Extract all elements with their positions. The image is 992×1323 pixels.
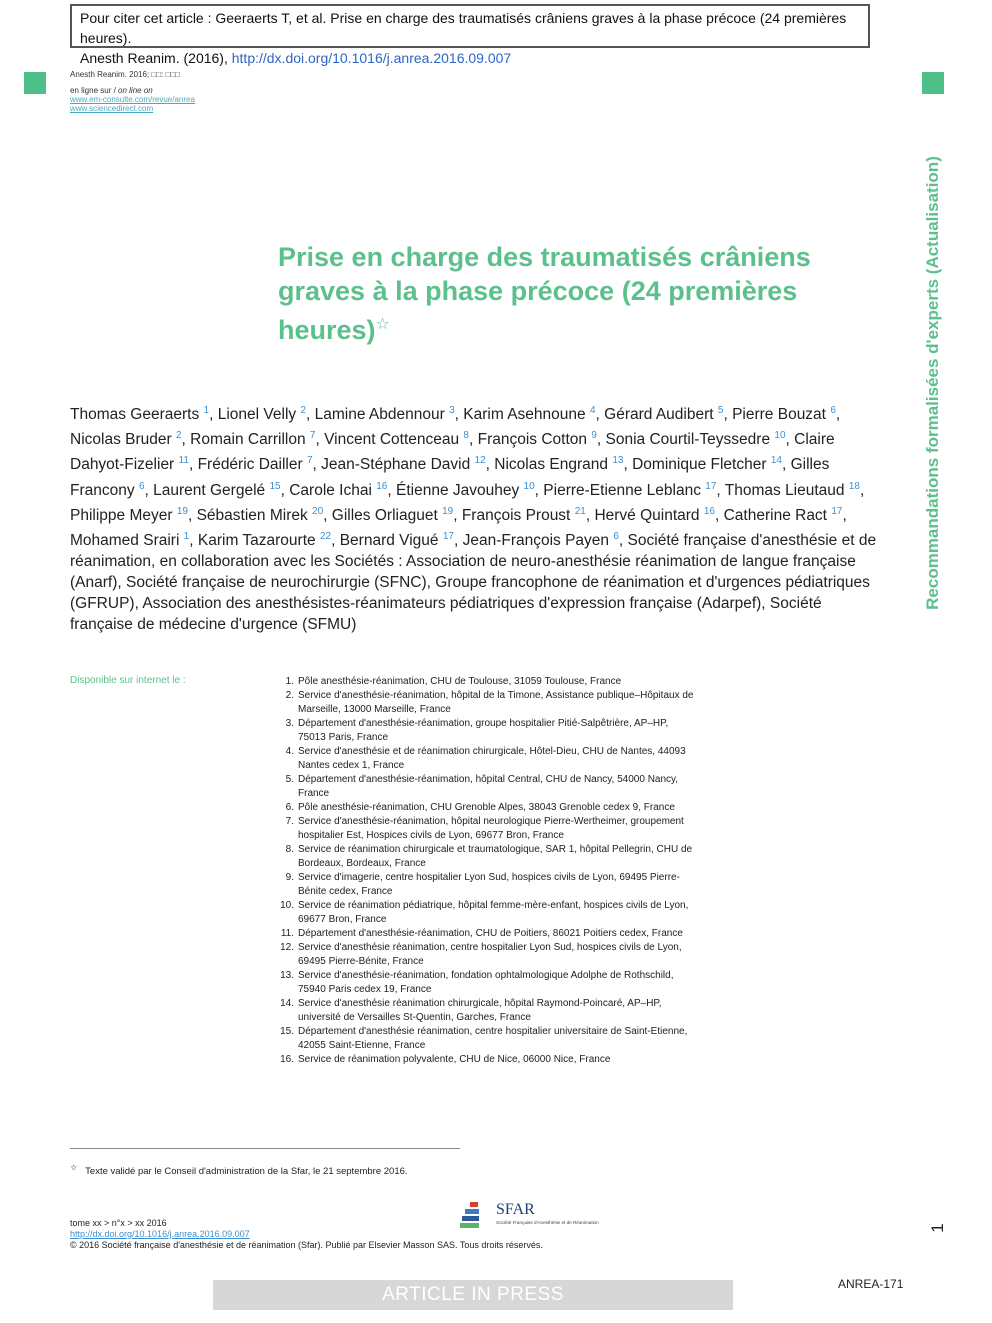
author: Sonia Courtil-Teyssedre $^{10}$, <box>605 430 795 449</box>
author-affiliation-ref[interactable]: 17 <box>705 480 717 492</box>
footnote-text: Texte validé par le Conseil d'administration de la Sfar, le 21 septembre 2016. <box>85 1166 408 1178</box>
author: Pierre-Etienne Leblanc $^{17}$, <box>543 480 725 499</box>
affiliation-item: 16. Service de réanimation polyvalente, CHU de Nice, 06000 Nice, France <box>280 1054 611 1065</box>
author: Claire Dahyot-Fizelier $^{11}$, <box>70 431 835 474</box>
author: Gilles Orliaguet $^{19}$, <box>331 505 462 524</box>
online-links <box>70 86 195 113</box>
author: Nicolas Engrand $^{13}$, <box>494 455 633 474</box>
author-list <box>70 400 880 635</box>
sfar-logo-text: SFAR <box>496 1201 535 1218</box>
green-marker-right <box>922 72 944 94</box>
authors-affiliation-tail: Société française d'anesthésie et de réanimation, en collaboration avec les Sociétés : Association de neuro-anesthésie réanimation de langue française (Anarf), Société française de neurochirurgie (SFNC), Groupe francophone de réanimation et d'urgences pédiatriques (GFRUP), Association des anesthésistes-réanimateurs pédiatriques d'expression française (Adarpef), Société française de médecine d'urgence (SFMU) <box>70 531 877 633</box>
author: Pierre Bouzat $^6$, <box>732 405 841 424</box>
title-star-icon: ☆ <box>375 316 390 333</box>
footnote-divider <box>70 1148 460 1149</box>
affiliation-item: 9. Service d'imagerie, centre hospitalier Lyon Sud, hospices civils de Lyon, 69495 Pierre-Bénite cedex, France <box>285 872 680 897</box>
affiliation-item: 10. Service de réanimation pédiatrique, hôpital femme-mère-enfant, hospices civils de Lyon, 69677 Bron, France <box>280 900 689 925</box>
author: Jean-Stéphane David $^{12}$, <box>321 455 495 474</box>
author-affiliation-ref[interactable]: 2 <box>300 405 307 416</box>
author-affiliation-ref[interactable]: 2 <box>175 430 182 442</box>
author-affiliation-ref[interactable]: 6 <box>138 480 145 492</box>
author-affiliation-ref[interactable]: 16 <box>376 480 388 492</box>
author: François Cotton $^9$, <box>477 430 606 449</box>
title-text: Prise en charge des traumatisés crâniens graves à la phase précoce (24 premières heures) <box>278 242 811 345</box>
author: Bernard Vigué $^{17}$, <box>339 530 463 549</box>
author-affiliation-ref[interactable]: 5 <box>717 405 724 416</box>
author-affiliation-ref[interactable]: 20 <box>312 505 324 517</box>
author-affiliation-ref[interactable]: 15 <box>269 480 281 492</box>
available-online-label: Disponible sur internet le : <box>70 675 186 686</box>
author: Thomas Lieutaud $^{18}$, <box>724 480 865 499</box>
citation-text: Pour citer cet article : Geeraerts T, et al. Prise en charge des traumatisés crâniens graves à la phase précoce (24 premières heures). <box>80 10 847 46</box>
article-title <box>278 240 838 347</box>
author: Dominique Fletcher $^{14}$, <box>632 455 791 474</box>
author-affiliation-ref[interactable]: 12 <box>474 455 486 467</box>
author: Hervé Quintard $^{16}$, <box>594 505 724 524</box>
author: François Proust $^{21}$, <box>461 505 595 524</box>
author-affiliation-ref[interactable]: 1 <box>203 405 210 416</box>
author-affiliation-ref[interactable]: 19 <box>176 505 188 517</box>
author: Catherine Ract $^{17}$, <box>723 505 847 524</box>
online-label: en ligne sur / on line on <box>70 86 153 95</box>
author: Karim Asehnoune $^4$, <box>463 405 605 424</box>
citation-journal: Anesth Reanim. (2016), <box>80 50 228 66</box>
author: Étienne Javouhey $^{10}$, <box>396 480 544 499</box>
author-affiliation-ref[interactable]: 13 <box>612 455 624 467</box>
author-affiliation-ref[interactable]: 16 <box>703 505 715 517</box>
sciencedirect-link[interactable]: www.sciencedirect.com <box>70 104 154 113</box>
copyright-line: © 2016 Société française d'anesthésie et de réanimation (Sfar). Publié par Elsevier Masson SAS. Tous droits réservés. <box>70 1240 543 1250</box>
author: Thomas Geeraerts $^1$, <box>70 405 218 424</box>
author-affiliation-ref[interactable]: 7 <box>309 430 316 442</box>
citation-doi-link[interactable]: http://dx.doi.org/10.1016/j.anrea.2016.09.007 <box>231 50 512 66</box>
footnote <box>70 1163 408 1177</box>
author: Sébastien Mirek $^{20}$, <box>196 505 332 524</box>
article-code: ANREA-171 <box>838 1277 904 1291</box>
author: Frédéric Dailler $^7$, <box>197 455 322 474</box>
affiliation-item: 11. Département d'anesthésie-réanimation, CHU de Poitiers, 86021 Poitiers cedex, France <box>280 928 683 939</box>
affiliation-item: 1. Pôle anesthésie-réanimation, CHU de Toulouse, 31059 Toulouse, France <box>285 676 622 687</box>
affiliation-item: 5. Département d'anesthésie-réanimation, hôpital Central, CHU de Nancy, 54000 Nancy, France <box>285 774 679 799</box>
affiliation-item: 4. Service d'anesthésie et de réanimation chirurgicale, Hôtel-Dieu, CHU de Nantes, 44093 Nantes cedex 1, France <box>285 746 686 771</box>
author-affiliation-ref[interactable]: 21 <box>574 505 586 517</box>
citation-box <box>70 4 870 66</box>
affiliation-list <box>276 675 696 1067</box>
author-affiliation-ref[interactable]: 22 <box>319 530 332 542</box>
affiliation-item: 7. Service d'anesthésie-réanimation, hôpital neurologique Pierre-Wertheimer, groupement hospitalier Est, Hospices civils de Lyon, 69677 Bron, France <box>285 816 684 841</box>
author-affiliation-ref[interactable]: 1 <box>183 530 190 542</box>
author: Mohamed Srairi $^1$, <box>70 530 198 549</box>
author: Lamine Abdennour $^3$, <box>314 405 464 424</box>
affiliation-item: 3. Département d'anesthésie-réanimation, groupe hospitalier Pitié-Salpêtrière, AP–HP, 75013 Paris, France <box>285 718 669 743</box>
author-affiliation-ref[interactable]: 14 <box>770 455 782 467</box>
affiliation-item: 15. Département d'anesthésie réanimation, centre hospitalier universitaire de Saint-Etienne, 42055 Saint-Etienne, France <box>280 1026 688 1051</box>
author: Romain Carrillon $^7$, <box>190 430 325 449</box>
sfar-logo <box>460 1198 620 1232</box>
author-affiliation-ref[interactable]: 4 <box>589 405 596 416</box>
footnote-star-icon: ☆ <box>70 1163 78 1172</box>
author-affiliation-ref[interactable]: 17 <box>831 505 843 517</box>
author-names <box>70 406 864 549</box>
affiliation-item: 12. Service d'anesthésie réanimation, centre hospitalier Lyon Sud, hospices civils de Lyon, 69495 Pierre-Bénite, France <box>280 942 682 967</box>
tome-line: tome xx > n°x > xx 2016 <box>70 1218 167 1228</box>
affiliation-item: 6. Pôle anesthésie-réanimation, CHU Grenoble Alpes, 38043 Grenoble cedex 9, France <box>285 802 675 813</box>
affiliation-item: 8. Service de réanimation chirurgicale et traumatologique, SAR 1, hôpital Pellegrin, CHU de Bordeaux, Bordeaux, France <box>285 844 693 869</box>
affiliation-item: 2. Service d'anesthésie-réanimation, hôpital de la Timone, Assistance publique–Hôpitaux de Marseille, 13000 Marseille, France <box>285 690 694 715</box>
author-affiliation-ref[interactable]: 7 <box>306 455 313 467</box>
doi-link[interactable]: http://dx.doi.org/10.1016/j.anrea.2016.09.007 <box>70 1229 250 1239</box>
sfar-logo-subtext: Société Française d'Anesthésie et de Réanimation <box>496 1220 599 1225</box>
author: Laurent Gergelé $^{15}$, <box>153 480 290 499</box>
em-consulte-link[interactable]: www.em-consulte.com/revue/anrea <box>70 95 195 104</box>
author-affiliation-ref[interactable]: 9 <box>591 430 597 442</box>
author-affiliation-ref[interactable]: 18 <box>848 480 860 492</box>
author: Gilles Francony $^6$, <box>70 456 830 499</box>
author-affiliation-ref[interactable]: 19 <box>442 505 454 517</box>
author: Philippe Meyer $^{19}$, <box>70 505 197 524</box>
author-affiliation-ref[interactable]: 11 <box>178 455 189 467</box>
affiliation-item: 14. Service d'anesthésie réanimation chirurgicale, hôpital Raymond-Poincaré, AP–HP, université de Versailles St-Quentin, Garches, France <box>280 998 662 1023</box>
author: Jean-François Payen $^6$, <box>462 530 628 549</box>
author-affiliation-ref[interactable]: 17 <box>442 530 454 542</box>
author-affiliation-ref[interactable]: 3 <box>449 405 455 416</box>
author-affiliation-ref[interactable]: 6 <box>613 530 619 542</box>
author-affiliation-ref[interactable]: 8 <box>463 430 469 442</box>
author: Carole Ichai $^{16}$, <box>289 480 396 499</box>
author: Lionel Velly $^2$, <box>217 405 315 424</box>
author-affiliation-ref[interactable]: 10 <box>774 430 786 442</box>
author: Vincent Cottenceau $^8$, <box>324 430 478 449</box>
affiliation-item: 13. Service d'anesthésie-réanimation, fondation ophtalmologique Adolphe de Rothschild, 75940 Paris cedex 19, France <box>280 970 674 995</box>
journal-line: Anesth Reanim. 2016; □□: □□□ <box>70 70 180 79</box>
author-affiliation-ref[interactable]: 10 <box>523 480 535 492</box>
side-section-label: Recommandations formalisées d'experts (Actualisation) <box>923 156 942 610</box>
author-affiliation-ref[interactable]: 6 <box>830 405 836 416</box>
green-marker-left <box>24 72 46 94</box>
article-in-press-banner: ARTICLE IN PRESS <box>213 1280 733 1310</box>
author: Karim Tazarourte $^{22}$, <box>197 530 340 549</box>
author: Nicolas Bruder $^2$, <box>70 430 191 449</box>
author: Gérard Audibert $^5$, <box>604 405 733 424</box>
page-number: 1 <box>928 1223 947 1233</box>
